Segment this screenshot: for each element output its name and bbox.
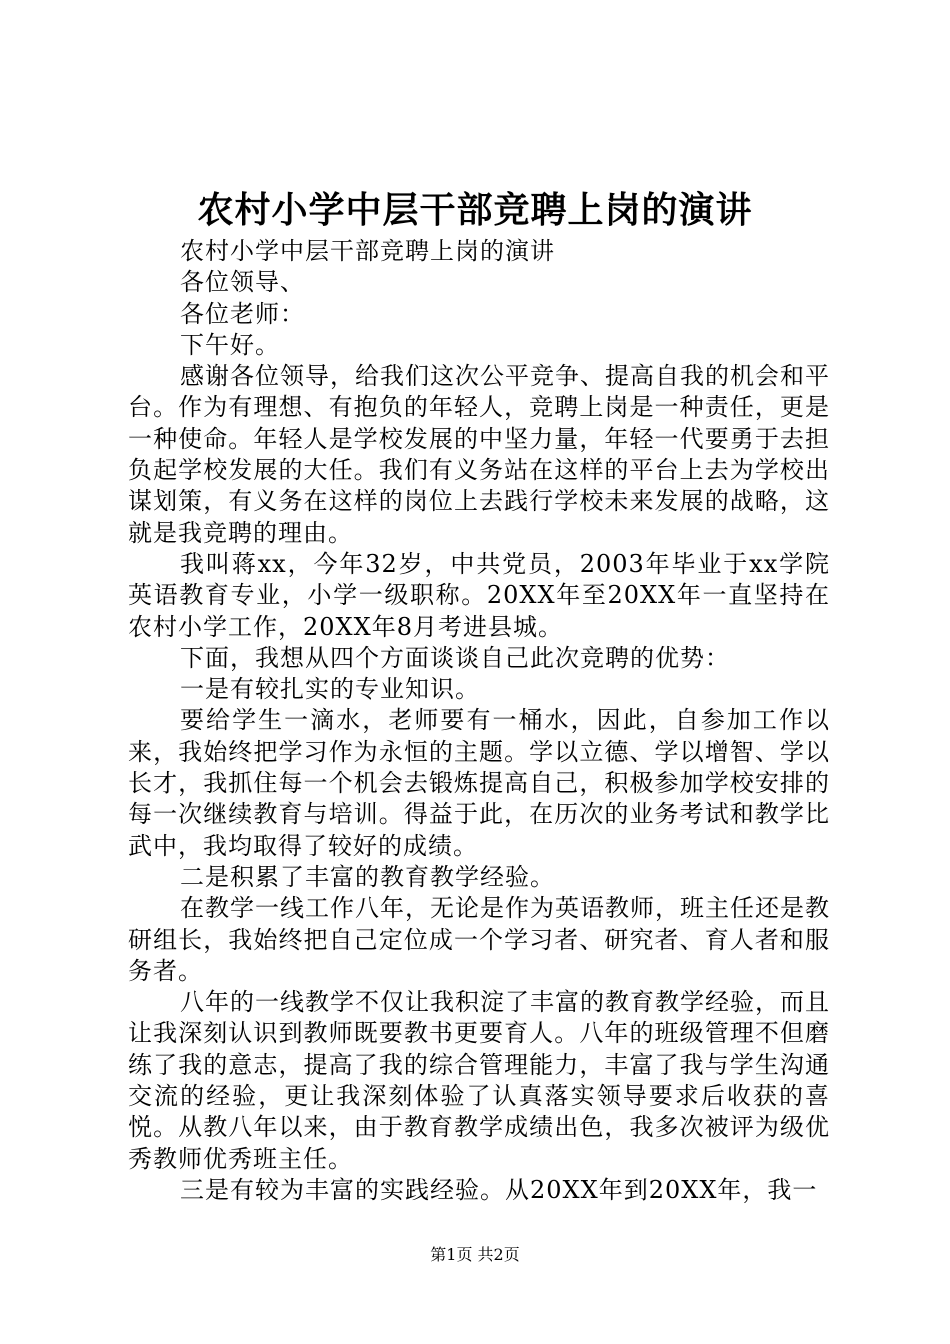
page-number-footer: 第1页 共2页 [430,1245,520,1264]
paragraph-advantages-intro: 下面，我想从四个方面谈谈自己此次竞聘的优势： [180,643,730,672]
paragraph-salutation-leaders: 各位领导、 [180,268,305,297]
paragraph-learning: 要给学生一滴水，老师要有一桶水，因此，自参加工作以来，我始终把学习作为永恒的主题。学以立德、学以增智、学以长才，我抓住每一个机会去锻炼提高自己，积极参加学校安排的每一次继续教育与培训。得益于此，在历次的业务考试和教学比武中，我均取得了较好的成绩。 [128,706,830,860]
paragraph-point-three: 三是有较为丰富的实践经验。从20XX年到20XX年，我一 [180,1175,818,1204]
document-title: 农村小学中层干部竞聘上岗的演讲 [197,189,753,231]
paragraph-heading-repeat: 农村小学中层干部竞聘上岗的演讲 [180,237,555,265]
paragraph-point-one: 一是有较扎实的专业知识。 [180,675,480,704]
paragraph-thanks: 感谢各位领导，给我们这次公平竞争、提高自我的机会和平台。作为有理想、有抱负的年轻人，竞聘上岗是一种责任，更是一种使命。年轻人是学校发展的中坚力量，年轻一代要勇于去担负起学校发展的大任。我们有义务站在这样的平台上去为学校出谋划策，有义务在这样的岗位上去践行学校未来发展的战略，这就是我竞聘的理由。 [128,362,830,547]
paragraph-greeting: 下午好。 [180,330,280,359]
paragraph-teaching-roles: 在教学一线工作八年，无论是作为英语教师，班主任还是教研组长，我始终把自己定位成一个学习者、研究者、育人者和服务者。 [128,894,830,985]
paragraph-self-intro: 我叫蒋xx，今年32岁，中共党员，2003年毕业于xx学院英语教育专业，小学一级职称。20XX年至20XX年一直坚持在农村小学工作，20XX年8月考进县城。 [128,549,830,641]
paragraph-salutation-teachers: 各位老师： [180,299,305,328]
document-body [128,236,830,1206]
paragraph-point-two: 二是积累了丰富的教育教学经验。 [180,862,555,891]
paragraph-experience: 八年的一线教学不仅让我积淀了丰富的教育教学经验，而且让我深刻认识到教师既要教书更要育人。八年的班级管理不但磨练了我的意志，提高了我的综合管理能力，丰富了我与学生沟通交流的经验，更让我深刻体验了认真落实领导要求后收获的喜悦。从教八年以来，由于教育教学成绩出色，我多次被评为级优秀教师优秀班主任。 [128,988,830,1173]
